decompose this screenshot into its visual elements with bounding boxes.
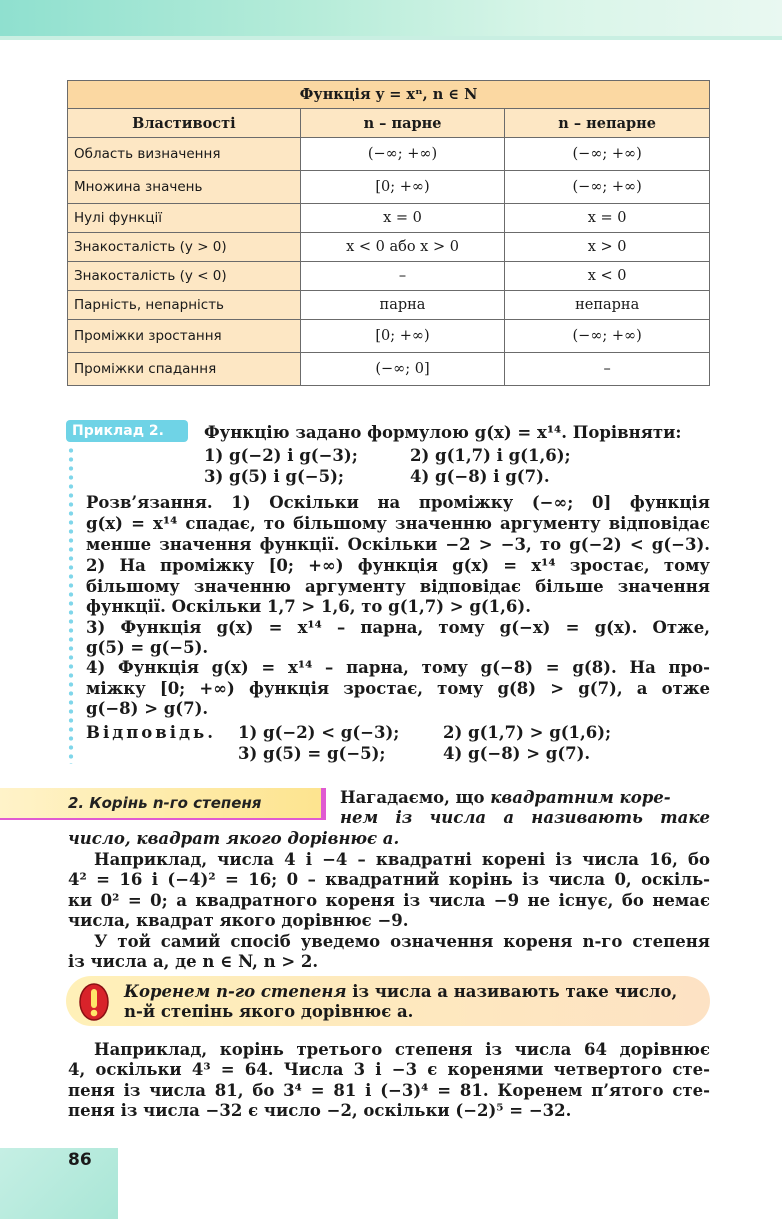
solution-line: Розв’язання. 1) Оскільки на проміжку (−∞; 0] функція <box>86 493 710 512</box>
top-decor-stripe <box>0 36 782 40</box>
example-badge: Приклад 2. <box>66 420 188 442</box>
para1-line: Наприклад, числа 4 і −4 – квадратні корені із числа 16, бо <box>94 850 710 869</box>
answer-3: 3) g(5) = g(−5); <box>238 744 386 763</box>
table-row <box>68 138 710 171</box>
row-label: Парність, непарність <box>68 291 301 320</box>
table-row <box>68 262 710 291</box>
para3-line: пеня із числа −32 є число −2, оскільки (−2)⁵ = −32. <box>68 1101 572 1120</box>
cell-even: [0; +∞) <box>300 171 505 204</box>
para2-line: У той самий спосіб уведемо означення кореня n-го степеня <box>94 932 710 951</box>
cell-odd: – <box>505 353 710 386</box>
section-intro-line2: нем із числа a називають таке <box>340 808 710 827</box>
example-task-3: 3) g(5) і g(−5); <box>204 467 344 486</box>
cell-odd: x > 0 <box>505 233 710 262</box>
solution-line: g(−8) > g(7). <box>86 699 209 718</box>
solution-line: 2) На проміжку [0; +∞) функція g(x) = x¹⁴ зростає, тому <box>86 556 710 575</box>
para1-line: ки 0² = 0; а квадратного кореня із числа −9 не існує, бо немає <box>68 891 710 910</box>
para1-line: 4² = 16 і (−4)² = 16; 0 – квадратний корінь із числа 0, оскіль- <box>68 870 710 889</box>
cell-even: x = 0 <box>300 204 505 233</box>
row-label: Область визначення <box>68 138 301 171</box>
solution-line: 3) Функція g(x) = x¹⁴ – парна, тому g(−x) = g(x). Отже, <box>86 618 710 637</box>
table-row <box>68 353 710 386</box>
intro-text: Нагадаємо, що <box>340 788 491 807</box>
exclamation-icon <box>79 983 109 1021</box>
table-row <box>68 320 710 353</box>
para3-line: Наприклад, корінь третього степеня із числа 64 дорівнює <box>94 1040 710 1059</box>
example-task-line1: Функцію задано формулою g(x) = x¹⁴. Порівняти: <box>204 423 682 442</box>
example-task-1: 1) g(−2) і g(−3); <box>204 446 358 465</box>
solution-line: 4) Функція g(x) = x¹⁴ – парна, тому g(−8) = g(8). На про- <box>86 658 710 677</box>
row-label: Знакосталість (y < 0) <box>68 262 301 291</box>
row-label: Нулі функції <box>68 204 301 233</box>
answer-4: 4) g(−8) > g(7). <box>443 744 591 763</box>
table-row <box>68 233 710 262</box>
cell-even: [0; +∞) <box>300 320 505 353</box>
definition-text: із числа a називають таке число, <box>346 982 678 1001</box>
solution-line: більшому значенню аргументу відповідає більше значення <box>86 577 710 596</box>
answer-1: 1) g(−2) < g(−3); <box>238 723 400 742</box>
section-intro-line1 <box>340 788 671 809</box>
cell-odd: (−∞; +∞) <box>505 320 710 353</box>
cell-odd: x < 0 <box>505 262 710 291</box>
table-title-row <box>68 81 710 109</box>
cell-even: (−∞; +∞) <box>300 138 505 171</box>
solution-line: g(x) = x¹⁴ спадає, то більшому значенню аргументу відповідає <box>86 514 710 533</box>
answer-label: Відповідь. <box>86 723 216 742</box>
row-label: Проміжки зростання <box>68 320 301 353</box>
para3-line: пеня із числа 81, бо 3⁴ = 81 і (−3)⁴ = 81. Коренем п’ятого сте- <box>68 1081 710 1100</box>
solution-line: міжку [0; +∞) функція зростає, тому g(8) > g(7), а отже <box>86 679 710 698</box>
table-row <box>68 291 710 320</box>
section-intro-line3: число, квадрат якого дорівнює a. <box>68 829 400 848</box>
table-header-row <box>68 109 710 138</box>
definition-term: Коренем n-го степеня <box>124 982 347 1001</box>
row-label: Проміжки спадання <box>68 353 301 386</box>
row-label: Множина значень <box>68 171 301 204</box>
cell-odd: (−∞; +∞) <box>505 171 710 204</box>
intro-term: квадратним коре- <box>490 788 671 807</box>
table-row <box>68 171 710 204</box>
section-title: 2. Корінь n-го степеня <box>68 794 262 812</box>
top-decor-band <box>0 0 782 40</box>
header-n-odd: n – непарне <box>505 109 710 138</box>
answer-2: 2) g(1,7) > g(1,6); <box>443 723 612 742</box>
page-number: 86 <box>68 1150 92 1170</box>
cell-odd: x = 0 <box>505 204 710 233</box>
example-task-2: 2) g(1,7) і g(1,6); <box>410 446 571 465</box>
header-properties: Властивості <box>68 109 301 138</box>
row-label: Знакосталість (y > 0) <box>68 233 301 262</box>
solution-line: функції. Оскільки 1,7 > 1,6, то g(1,7) > g(1,6). <box>86 597 531 616</box>
table-row <box>68 204 710 233</box>
corner-decor <box>0 1148 118 1219</box>
para2-line: із числа a, де n ∈ N, n > 2. <box>68 952 319 971</box>
cell-odd: (−∞; +∞) <box>505 138 710 171</box>
solution-line: менше значення функції. Оскільки −2 > −3, то g(−2) < g(−3). <box>86 535 710 554</box>
cell-odd: непарна <box>505 291 710 320</box>
example-task-4: 4) g(−8) і g(7). <box>410 467 550 486</box>
table-title: Функція y = xⁿ, n ∈ N <box>68 81 710 109</box>
cell-even: парна <box>300 291 505 320</box>
definition-line2: n-й степінь якого дорівнює a. <box>124 1002 414 1021</box>
cell-even: x < 0 або x > 0 <box>300 233 505 262</box>
para1-line: числа, квадрат якого дорівнює −9. <box>68 911 409 930</box>
cell-even: (−∞; 0] <box>300 353 505 386</box>
header-n-even: n – парне <box>300 109 505 138</box>
para3-line: 4, оскільки 4³ = 64. Числа 3 і −3 є коренями четвертого сте- <box>68 1060 710 1079</box>
example-dots-decor <box>68 446 74 764</box>
solution-line: g(5) = g(−5). <box>86 638 209 657</box>
cell-even: – <box>300 262 505 291</box>
properties-table <box>67 80 710 386</box>
definition-line1 <box>124 982 677 1003</box>
